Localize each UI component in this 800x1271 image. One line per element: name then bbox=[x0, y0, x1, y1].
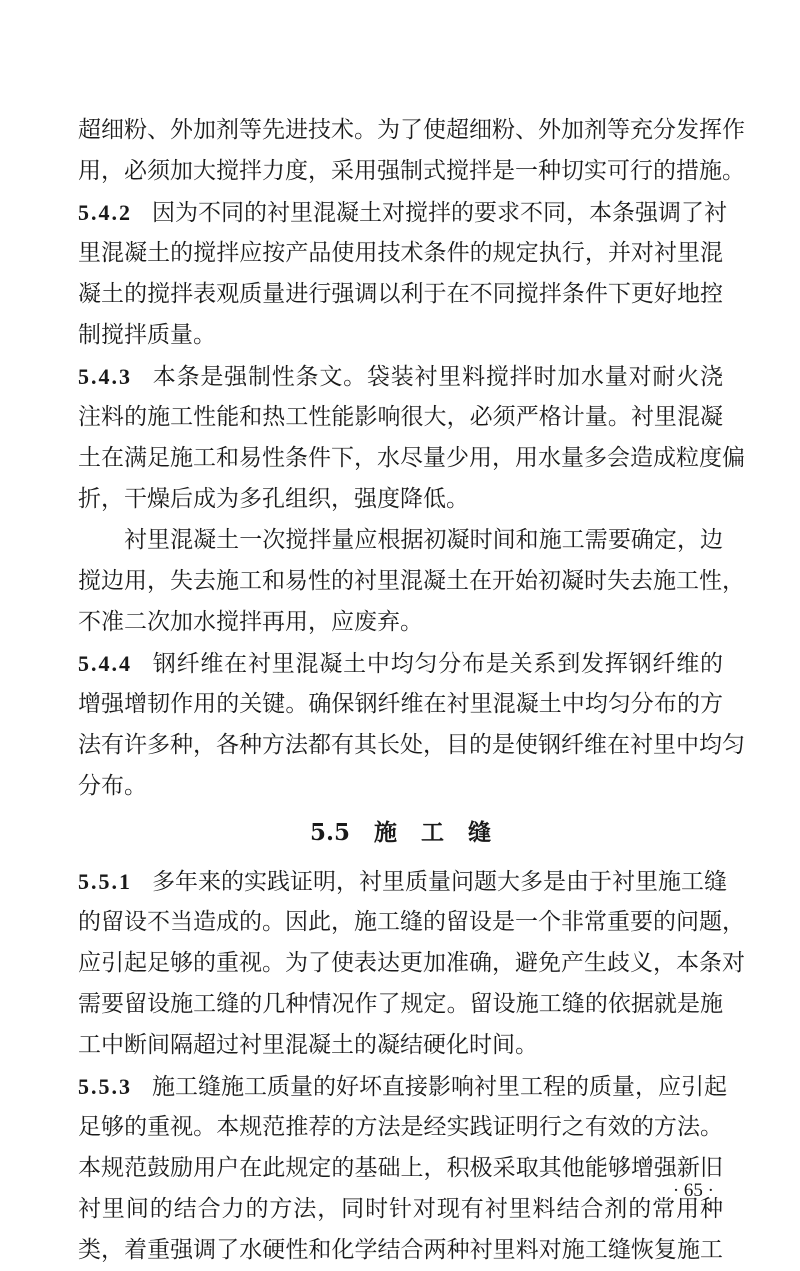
line-text: 增强增韧作用的关键。确保钢纤维在衬里混凝土中均匀分布的方 bbox=[78, 691, 723, 717]
line-text: 多年来的实践证明，衬里质量问题大多是由于衬里施工缝 bbox=[152, 869, 727, 895]
line-text: 因为不同的衬里混凝土对搅拌的要求不同，本条强调了衬 bbox=[152, 200, 727, 226]
text-line bbox=[78, 902, 745, 943]
paragraph bbox=[78, 520, 745, 643]
section-title-char: 工 bbox=[421, 819, 445, 846]
text-line bbox=[78, 1148, 723, 1189]
line-text: 里混凝土的搅拌应按产品使用技术条件的规定执行，并对衬里混 bbox=[78, 240, 723, 266]
text-line bbox=[78, 356, 723, 397]
paragraph bbox=[78, 1066, 727, 1271]
line-text: 注料的施工性能和热工性能影响很大，必须严格计量。衬里混凝 bbox=[78, 404, 723, 430]
text-line bbox=[78, 684, 723, 725]
document-page bbox=[78, 110, 745, 1271]
clause-number: 5.5.1 bbox=[78, 869, 132, 894]
paragraph bbox=[78, 861, 745, 1066]
text-line bbox=[78, 1230, 723, 1271]
clause-number: 5.4.2 bbox=[78, 200, 132, 225]
line-text: 不准二次加水搅拌再用，应废弃。 bbox=[78, 609, 423, 635]
text-line bbox=[78, 274, 723, 315]
text-line bbox=[78, 315, 723, 356]
paragraph bbox=[78, 356, 745, 520]
text-line bbox=[78, 1107, 723, 1148]
line-text: 钢纤维在衬里混凝土中均匀分布是关系到发挥钢纤维的 bbox=[152, 651, 723, 677]
text-line bbox=[78, 561, 745, 602]
paragraph bbox=[78, 110, 745, 192]
body-text-section-5-4 bbox=[78, 110, 745, 807]
text-line bbox=[78, 602, 723, 643]
line-text: 超细粉、外加剂等先进技术。为了使超细粉、外加剂等充分发挥作 bbox=[78, 117, 745, 143]
text-line bbox=[78, 766, 723, 807]
line-text: 衬里混凝土一次搅拌量应根据初凝时间和施工需要确定，边 bbox=[124, 527, 723, 553]
line-text: 本规范鼓励用户在此规定的基础上，积极采取其他能够增强新旧 bbox=[78, 1155, 723, 1181]
text-line bbox=[78, 438, 745, 479]
line-text: 分布。 bbox=[78, 773, 147, 799]
text-line bbox=[78, 397, 723, 438]
line-text: 足够的重视。本规范推荐的方法是经实践证明行之有效的方法。 bbox=[78, 1114, 723, 1140]
line-text: 凝土的搅拌表观质量进行强调以利于在不同搅拌条件下更好地控 bbox=[78, 281, 723, 307]
line-text: 施工缝施工质量的好坏直接影响衬里工程的质量，应引起 bbox=[152, 1074, 727, 1100]
line-text: 制搅拌质量。 bbox=[78, 322, 216, 348]
text-line bbox=[78, 151, 745, 192]
line-text: 类，着重强调了水硬性和化学结合两种衬里料对施工缝恢复施工 bbox=[78, 1237, 723, 1263]
line-text: 工中断间隔超过衬里混凝土的凝结硬化时间。 bbox=[78, 1032, 538, 1058]
text-line bbox=[78, 479, 723, 520]
section-heading bbox=[78, 811, 723, 855]
text-line bbox=[78, 1189, 723, 1230]
text-line bbox=[78, 233, 723, 274]
body-text-section-5-5 bbox=[78, 861, 745, 1271]
clause-number: 5.4.4 bbox=[78, 651, 132, 676]
text-line bbox=[78, 984, 723, 1025]
text-line bbox=[78, 1066, 727, 1107]
text-line bbox=[78, 861, 727, 902]
line-text: 法有许多种，各种方法都有其长处，目的是使钢纤维在衬里中均匀 bbox=[78, 732, 745, 758]
clause-number: 5.4.3 bbox=[78, 364, 132, 389]
line-text: 应引起足够的重视。为了使表达更加准确，避免产生歧义，本条对 bbox=[78, 950, 745, 976]
clause-number: 5.5.3 bbox=[78, 1074, 132, 1099]
line-text: 搅边用，失去施工和易性的衬里混凝土在开始初凝时失去施工性， bbox=[78, 568, 745, 594]
text-line bbox=[78, 1025, 723, 1066]
line-text: 衬里间的结合力的方法，同时针对现有衬里料结合剂的常用种 bbox=[78, 1196, 723, 1222]
paragraph bbox=[78, 192, 727, 356]
line-text: 用，必须加大搅拌力度，采用强制式搅拌是一种切实可行的措施。 bbox=[78, 158, 745, 184]
text-line bbox=[78, 725, 745, 766]
line-text: 土在满足施工和易性条件下，水尽量少用，用水量多会造成粒度偏 bbox=[78, 445, 745, 471]
section-title-char: 缝 bbox=[468, 819, 492, 846]
line-text: 本条是强制性条文。袋装衬里料搅拌时加水量对耐火浇 bbox=[152, 364, 723, 390]
section-title-char: 施 bbox=[374, 819, 397, 846]
text-line bbox=[78, 943, 745, 984]
text-line bbox=[78, 520, 723, 561]
text-line bbox=[78, 192, 727, 233]
text-line bbox=[78, 643, 723, 684]
line-text: 需要留设施工缝的几种情况作了规定。留设施工缝的依据就是施 bbox=[78, 991, 723, 1017]
line-text: 的留设不当造成的。因此，施工缝的留设是一个非常重要的问题， bbox=[78, 909, 745, 935]
page-number: · 65 · bbox=[672, 1180, 714, 1201]
paragraph bbox=[78, 643, 745, 807]
line-text: 折，干燥后成为多孔组织，强度降低。 bbox=[78, 486, 469, 512]
section-number: 5.5 bbox=[309, 819, 350, 846]
text-line bbox=[78, 110, 745, 151]
